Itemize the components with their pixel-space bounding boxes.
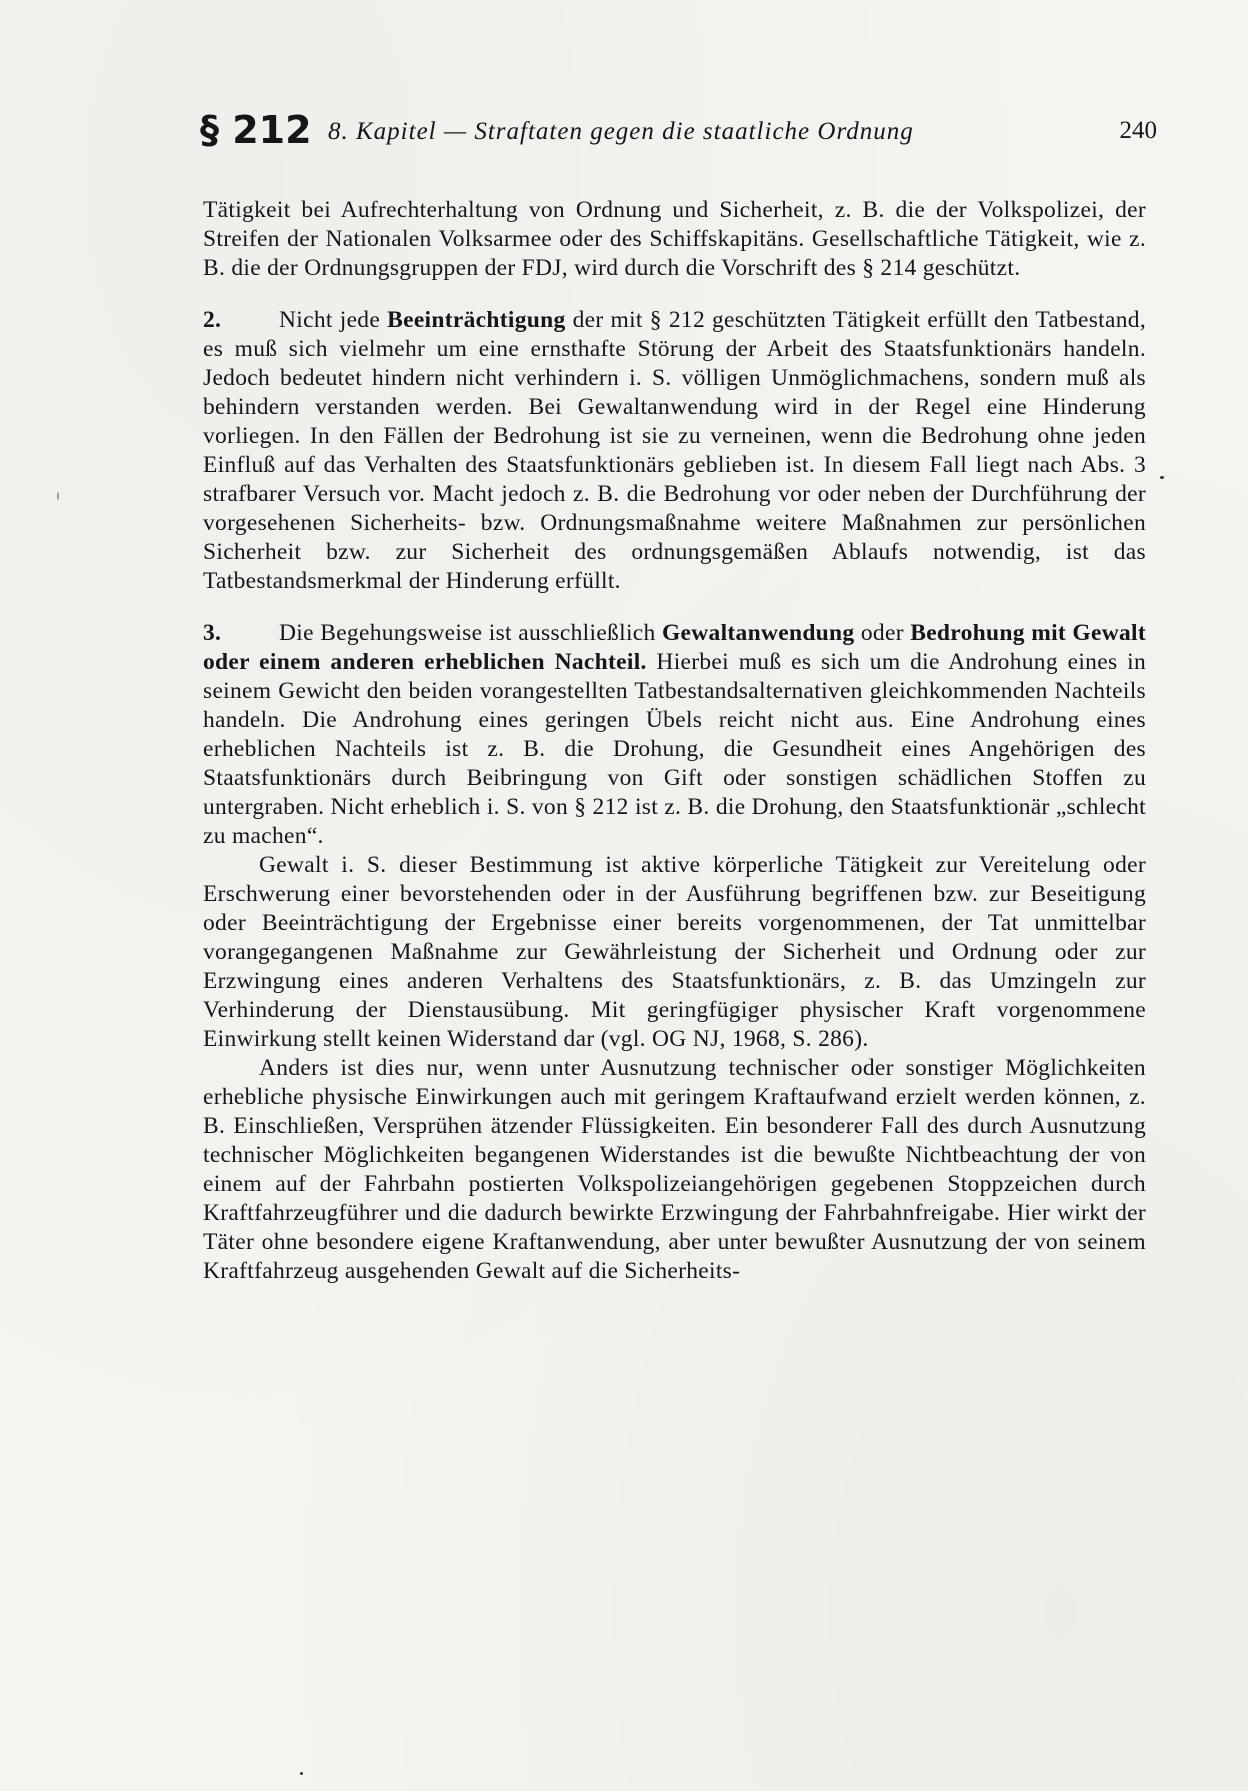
text-run: Tätigkeit bei Aufrechterhaltung von Ordnung und Sicherheit, z. B. die der Volkspolizei, der Streifen der Nationalen Volksarmee oder des Schiffskapitäns. Gesellschaftliche Tätigkeit, wie z. B. die der Ordnungsgruppen der FDJ, wird durch die Vorschrift des § 214 geschützt.: [203, 197, 1146, 281]
text-run: der mit § 212 geschützten Tätigkeit erfüllt den Tatbestand, es muß sich vielmehr um eine ernsthafte Störung der Arbeit des Staatsfunktionärs handeln. Jedoch bedeutet hindern nicht verhindern i. S. völligen Unmöglichmachens, sondern muß als behindern verstanden werden. Bei Gewaltanwendung wird in der Regel eine Hinderung vorliegen. In den Fällen der Bedrohung ist sie zu verneinen, wenn die Bedrohung ohne jeden Einfluß auf das Verhalten des Staatsfunktionärs geblieben ist. In diesem Fall liegt nach Abs. 3 strafbarer Versuch vor. Macht jedoch z. B. die Bedrohung vor oder neben der Durchführung der vorgesehenen Sicherheits- bzw. Ordnungsmaßnahme weitere Maßnahmen zur persönlichen Sicherheit bzw. zur Sicherheit des ordnungsgemäßen Ablaufs notwendig, ist das Tatbestandsmerkmal der Hinderung erfüllt.: [203, 307, 1146, 594]
bold-term: Bedrohung mit Gewalt oder einem anderen erheblichen Nachteil.: [203, 620, 1146, 675]
text-run: oder: [854, 620, 911, 646]
paragraph-3-gewalt: [203, 851, 1146, 1054]
section-number: § 212: [200, 108, 312, 152]
text-run: Die Begehungsweise ist ausschließlich: [279, 620, 662, 646]
paragraph-1-continuation: [203, 196, 1146, 283]
scan-speck: [300, 1772, 303, 1775]
running-header: [200, 108, 1160, 158]
paragraph-2: [203, 306, 1146, 596]
scan-speck: [1160, 476, 1164, 479]
text-run: Anders ist dies nur, wenn unter Ausnutzung technischer oder sonstiger Möglichkeiten erhebliche physische Einwirkungen auch mit geringem Kraftaufwand erzielt werden können, z. B. Einschließen, Versprühen ätzender Flüssigkeiten. Ein besonderer Fall des durch Ausnutzung technischer Möglichkeiten begangenen Widerstandes ist die bewußte Nichtbeachtung der von einem auf der Fahrbahn postierten Volkspolizeiangehörigen gegebenen Stoppzeichen durch Kraftfahrzeugführer und die dadurch bewirkte Erzwingung der Fahrbahnfreigabe. Hier wirkt der Täter ohne besondere eigene Kraftanwendung, aber unter bewußter Ausnutzung der von seinem Kraftfahrzeug ausgehenden Gewalt auf die Sicherheits-: [203, 1055, 1146, 1284]
paragraph-3-anders: [203, 1054, 1146, 1286]
bold-term: Gewaltanwendung: [661, 620, 855, 646]
text-run: Hierbei muß es sich um die Androhung eines in seinem Gewicht den beiden vorangestellten Tatbestandsalternativen gleichkommenden Nachteils handeln. Die Androhung eines geringen Übels reicht nicht aus. Eine Androhung eines erheblichen Nachteils ist z. B. die Drohung, die Gesundheit eines Angehörigen des Staatsfunktionärs durch Beibringung von Gift oder sonstigen schädlichen Stoffen zu untergraben. Nicht erheblich i. S. von § 212 ist z. B. die Drohung, den Staatsfunktionär „schlecht zu machen“.: [203, 649, 1147, 849]
bold-term: Beeinträchtigung: [387, 307, 566, 333]
paragraph-3: [203, 619, 1146, 851]
page-number: 240: [1119, 117, 1157, 144]
scan-speck: [57, 492, 59, 500]
chapter-title: 8. Kapitel — Straftaten gegen die staatliche Ordnung: [328, 118, 914, 145]
text-run: Gewalt i. S. dieser Bestimmung ist aktive körperliche Tätigkeit zur Vereitelung oder Erschwerung einer bevorstehenden oder in der Ausführung begriffenen bzw. zur Beseitigung oder Beeinträchtigung der Ergebnisse einer bereits vorgenommenen, der Tat unmittelbar vorangegangenen Maßnahme zur Gewährleistung der Sicherheit und Ordnung oder zur Erzwingung eines anderen Verhaltens des Staatsfunktionärs, z. B. das Umzingeln zur Verhinderung der Dienstausübung. Mit geringfügiger physischer Kraft vorgenommene Einwirkung stellt keinen Widerstand dar (vgl. OG NJ, 1968, S. 286).: [203, 852, 1146, 1052]
paragraph-number: 3.: [203, 620, 222, 646]
text-run: Nicht jede: [279, 307, 388, 333]
paragraph-number: 2.: [203, 307, 222, 333]
body-text: [203, 196, 1146, 1286]
